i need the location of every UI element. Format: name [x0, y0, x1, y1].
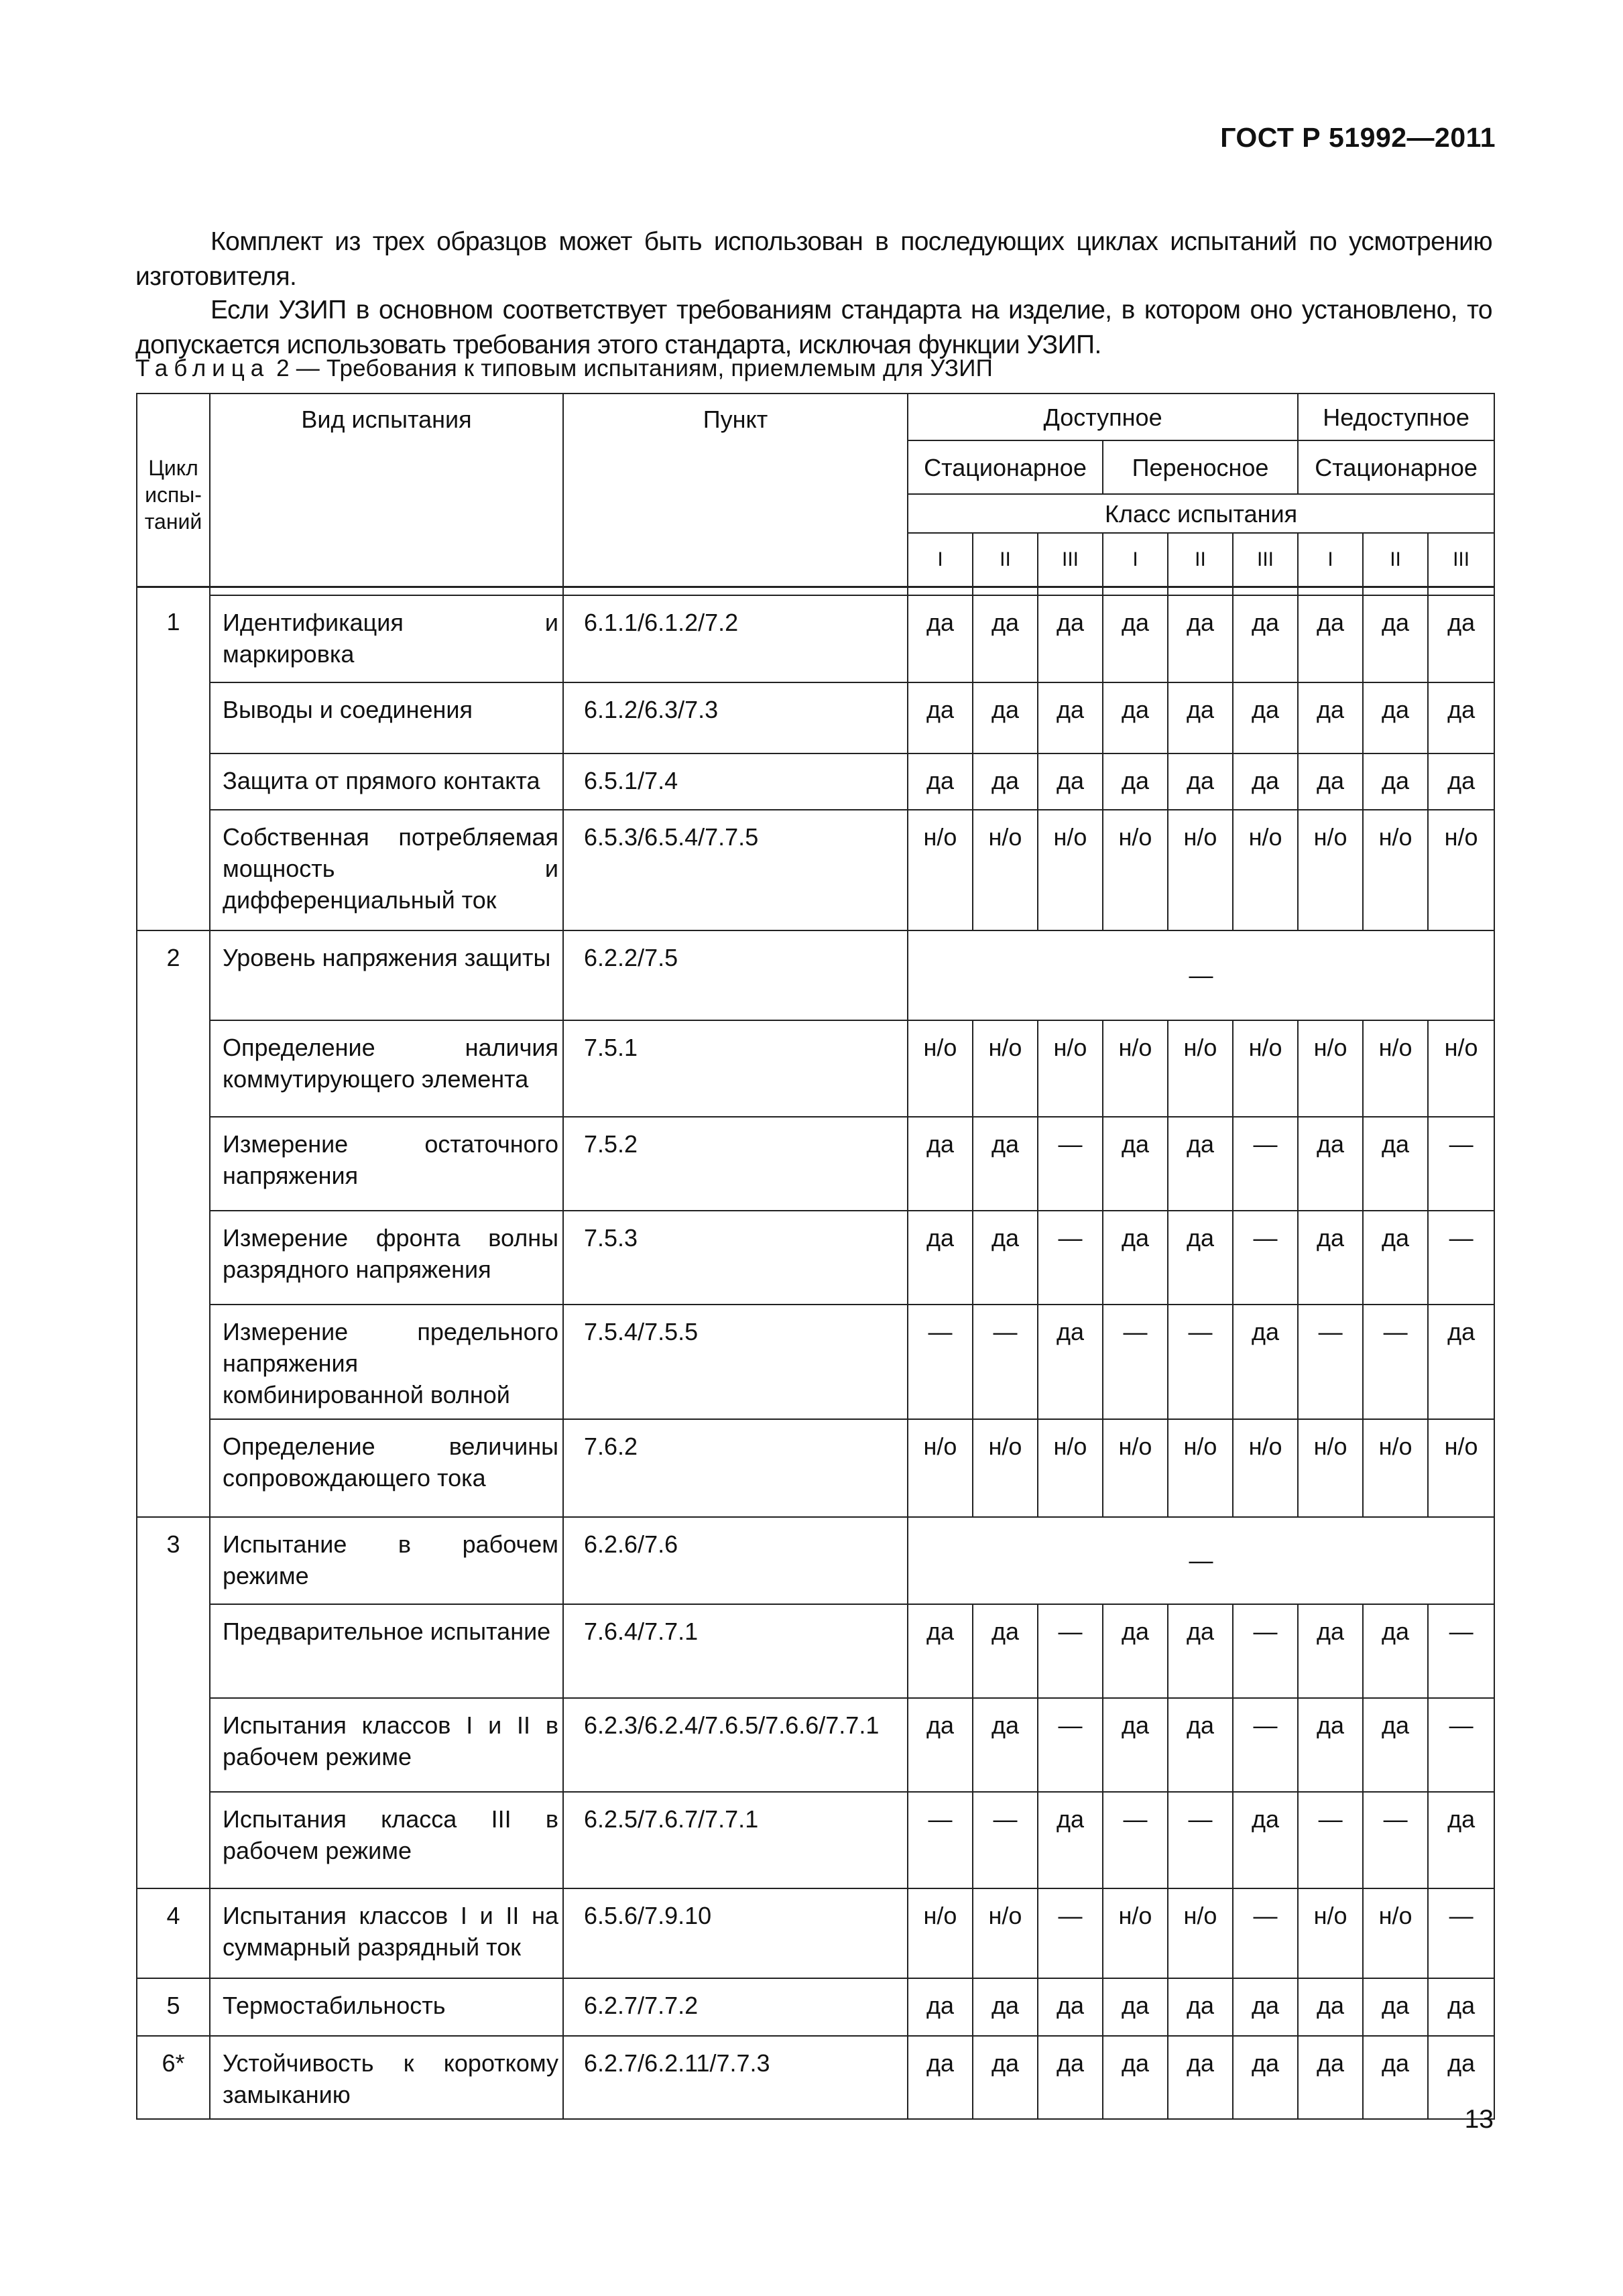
value-cell: да: [1168, 1604, 1233, 1698]
value-cell: да: [973, 682, 1038, 753]
test-name-cell: Уровень напряжения защиты: [210, 930, 563, 1020]
value-cell: —: [1168, 1305, 1233, 1419]
test-name-cell: Испытания класса III в рабочем режиме: [210, 1792, 563, 1888]
value-cell: н/о: [1298, 1888, 1363, 1978]
value-cell: да: [1168, 682, 1233, 753]
table-caption-word: Таблица: [135, 355, 270, 381]
value-cell: —: [973, 1792, 1038, 1888]
standard-code: ГОСТ Р 51992—2011: [1220, 122, 1496, 153]
value-cell: да: [1363, 2036, 1428, 2119]
header-inaccessible-stationary: Стационарное: [1298, 440, 1494, 494]
test-name-cell: Измерение предельного напряжения комбинированной волной: [210, 1305, 563, 1419]
value-cell: да: [1103, 1117, 1168, 1211]
header-class-i: I: [908, 533, 973, 587]
value-cell: —: [1428, 1117, 1494, 1211]
value-cell: да: [1038, 1978, 1103, 2036]
value-cell: да: [908, 1604, 973, 1698]
value-cell: да: [973, 1604, 1038, 1698]
value-cell: н/о: [1363, 1888, 1428, 1978]
test-name-cell: Устойчивость к короткому замыканию: [210, 2036, 563, 2119]
value-cell: да: [1103, 1978, 1168, 2036]
value-cell: да: [1428, 1305, 1494, 1419]
value-cell: да: [973, 1698, 1038, 1792]
value-cell: н/о: [1428, 1419, 1494, 1517]
header-inaccessible: Недоступное: [1298, 394, 1494, 440]
value-cell: да: [1428, 1978, 1494, 2036]
value-cell: да: [1298, 1211, 1363, 1305]
value-cell: да: [1168, 753, 1233, 810]
value-cell: да: [973, 1211, 1038, 1305]
value-cell: да: [973, 2036, 1038, 2119]
value-cell: —: [1038, 1211, 1103, 1305]
value-cell: н/о: [1298, 1020, 1363, 1117]
header-accessible-portable: Переносное: [1103, 440, 1298, 494]
value-cell: да: [1103, 682, 1168, 753]
value-cell: да: [1298, 753, 1363, 810]
value-cell: да: [1038, 682, 1103, 753]
value-cell: да: [973, 753, 1038, 810]
test-name-cell: Термостабильность: [210, 1978, 563, 2036]
value-cell: да: [1233, 682, 1298, 753]
header-accessible-stationary: Стационарное: [908, 440, 1103, 494]
value-cell: —: [1233, 1211, 1298, 1305]
table-row: [137, 1792, 1494, 1888]
value-cell: —: [1038, 1117, 1103, 1211]
value-cell: да: [1363, 753, 1428, 810]
value-cell: да: [973, 1117, 1038, 1211]
value-cell: да: [1168, 1211, 1233, 1305]
table-caption: [135, 355, 993, 382]
clause-cell: 7.5.3: [563, 1211, 908, 1305]
value-cell: н/о: [1103, 810, 1168, 930]
clause-cell: 7.6.2: [563, 1419, 908, 1517]
value-cell: да: [1363, 1978, 1428, 2036]
clause-cell: 6.2.7/6.2.11/7.7.3: [563, 2036, 908, 2119]
test-name-cell: Испытание в рабочем режиме: [210, 1517, 563, 1604]
value-cell: н/о: [973, 1419, 1038, 1517]
table-row: [137, 1117, 1494, 1211]
value-cell: —: [1233, 1117, 1298, 1211]
value-cell: да: [1428, 1792, 1494, 1888]
value-cell: да: [1298, 1698, 1363, 1792]
test-name-cell: Определение величины сопровождающего тока: [210, 1419, 563, 1517]
value-cell: —: [1363, 1305, 1428, 1419]
value-cell: —: [1233, 1888, 1298, 1978]
table-row: [137, 1020, 1494, 1117]
value-cell: да: [1103, 1698, 1168, 1792]
page-number: 13: [1464, 2105, 1494, 2134]
clause-cell: 7.5.1: [563, 1020, 908, 1117]
value-cell: н/о: [1038, 1419, 1103, 1517]
paragraph-2: Если УЗИП в основном соответствует требованиям стандарта на изделие, в котором оно установлено, то допускается использовать требования этого стандарта, исключая функции УЗИП.: [135, 296, 1492, 359]
table-body: [137, 595, 1494, 2119]
value-cell: да: [1103, 595, 1168, 682]
clause-cell: 6.2.7/7.7.2: [563, 1978, 908, 2036]
header-class-ii: II: [1363, 533, 1428, 587]
clause-cell: 6.5.6/7.9.10: [563, 1888, 908, 1978]
clause-cell: 6.5.3/6.5.4/7.7.5: [563, 810, 908, 930]
value-cell: да: [1233, 1305, 1298, 1419]
value-cell: да: [1363, 595, 1428, 682]
value-cell: да: [1038, 2036, 1103, 2119]
value-cell: —: [1298, 1305, 1363, 1419]
value-cell: да: [908, 2036, 973, 2119]
value-cell: да: [908, 682, 973, 753]
value-cell: н/о: [1298, 810, 1363, 930]
paragraph-1: Комплект из трех образцов может быть использован в последующих циклах испытаний по усмотрению изготовителя.: [135, 227, 1492, 291]
table-row: [137, 1305, 1494, 1419]
value-cell: н/о: [1428, 1020, 1494, 1117]
header-class-ii: II: [973, 533, 1038, 587]
value-cell: да: [973, 1978, 1038, 2036]
value-cell: да: [1103, 753, 1168, 810]
value-cell: н/о: [908, 1020, 973, 1117]
value-cell: —: [973, 1305, 1038, 1419]
value-cell: н/о: [973, 1020, 1038, 1117]
clause-cell: 6.1.1/6.1.2/7.2: [563, 595, 908, 682]
requirements-table: [136, 393, 1495, 2120]
table-row: [137, 1888, 1494, 1978]
value-cell: —: [908, 1792, 973, 1888]
test-name-cell: Собственная потребляемая мощность и дифференциальный ток: [210, 810, 563, 930]
cycle-cell: 2: [137, 930, 210, 1517]
table-row: [137, 1517, 1494, 1604]
clause-cell: 7.6.4/7.7.1: [563, 1604, 908, 1698]
value-cell: да: [1363, 1117, 1428, 1211]
value-cell: н/о: [1168, 1020, 1233, 1117]
value-cell: да: [1428, 595, 1494, 682]
table-row: [137, 682, 1494, 753]
test-name-cell: Испытания классов I и II в рабочем режиме: [210, 1698, 563, 1792]
header-class-i: I: [1103, 533, 1168, 587]
clause-cell: 6.2.2/7.5: [563, 930, 908, 1020]
value-cell: н/о: [1233, 1419, 1298, 1517]
table-row: [137, 753, 1494, 810]
value-cell: —: [1428, 1698, 1494, 1792]
value-cell: н/о: [1233, 1020, 1298, 1117]
header-accessible: Доступное: [908, 394, 1298, 440]
header-class-iii: III: [1233, 533, 1298, 587]
header-cycle: Цикл испы-таний: [137, 394, 210, 587]
value-cell: да: [1038, 1792, 1103, 1888]
table-row: [137, 1211, 1494, 1305]
value-cell: да: [1298, 1117, 1363, 1211]
value-cell: н/о: [973, 1888, 1038, 1978]
value-cell: н/о: [1363, 1419, 1428, 1517]
value-cell: н/о: [908, 1888, 973, 1978]
value-cell: н/о: [1103, 1419, 1168, 1517]
clause-cell: 6.2.3/6.2.4/7.6.5/7.6.6/7.7.1: [563, 1698, 908, 1792]
value-cell: —: [1363, 1792, 1428, 1888]
value-cell: н/о: [1038, 810, 1103, 930]
merged-value-cell: —: [908, 930, 1494, 1020]
value-cell: н/о: [1103, 1888, 1168, 1978]
value-cell: н/о: [973, 810, 1038, 930]
value-cell: н/о: [1428, 810, 1494, 930]
test-name-cell: Предварительное испытание: [210, 1604, 563, 1698]
table-row: [137, 1604, 1494, 1698]
value-cell: да: [1298, 682, 1363, 753]
value-cell: да: [1038, 753, 1103, 810]
value-cell: да: [908, 595, 973, 682]
value-cell: да: [1103, 2036, 1168, 2119]
value-cell: да: [1168, 2036, 1233, 2119]
test-name-cell: Защита от прямого контакта: [210, 753, 563, 810]
value-cell: —: [1103, 1792, 1168, 1888]
cycle-cell: 5: [137, 1978, 210, 2036]
value-cell: да: [1363, 1698, 1428, 1792]
value-cell: да: [1363, 1604, 1428, 1698]
value-cell: да: [1428, 682, 1494, 753]
clause-cell: 6.5.1/7.4: [563, 753, 908, 810]
value-cell: да: [1103, 1211, 1168, 1305]
value-cell: да: [1103, 1604, 1168, 1698]
value-cell: да: [1428, 753, 1494, 810]
header-class-ii: II: [1168, 533, 1233, 587]
header-class-i: I: [1298, 533, 1363, 587]
value-cell: да: [1233, 1792, 1298, 1888]
value-cell: да: [1168, 1117, 1233, 1211]
value-cell: н/о: [1363, 810, 1428, 930]
test-name-cell: Идентификация и маркировка: [210, 595, 563, 682]
table-caption-title: 2 — Требования к типовым испытаниям, приемлемым для УЗИП: [276, 355, 993, 381]
header-test-type: Вид испытания: [210, 394, 563, 587]
value-cell: да: [1428, 2036, 1494, 2119]
test-name-cell: Определение наличия коммутирующего элемента: [210, 1020, 563, 1117]
test-name-cell: Измерение фронта волны разрядного напряжения: [210, 1211, 563, 1305]
value-cell: н/о: [908, 810, 973, 930]
value-cell: —: [1038, 1604, 1103, 1698]
value-cell: —: [1428, 1888, 1494, 1978]
header-class-iii: III: [1428, 533, 1494, 587]
value-cell: н/о: [1038, 1020, 1103, 1117]
value-cell: да: [908, 1698, 973, 1792]
value-cell: н/о: [1168, 1419, 1233, 1517]
table-row: [137, 930, 1494, 1020]
value-cell: —: [1038, 1888, 1103, 1978]
table-row: [137, 810, 1494, 930]
cycle-cell: 3: [137, 1517, 210, 1888]
value-cell: н/о: [908, 1419, 973, 1517]
header-clause: Пункт: [563, 394, 908, 587]
value-cell: —: [1428, 1604, 1494, 1698]
value-cell: да: [908, 753, 973, 810]
value-cell: да: [1168, 1698, 1233, 1792]
value-cell: да: [1363, 1211, 1428, 1305]
test-name-cell: Выводы и соединения: [210, 682, 563, 753]
value-cell: да: [1298, 2036, 1363, 2119]
clause-cell: 6.2.6/7.6: [563, 1517, 908, 1604]
value-cell: —: [1038, 1698, 1103, 1792]
table-row: [137, 2036, 1494, 2119]
value-cell: да: [973, 595, 1038, 682]
value-cell: да: [1168, 1978, 1233, 2036]
cycle-cell: 6*: [137, 2036, 210, 2119]
test-name-cell: Испытания классов I и II на суммарный разрядный ток: [210, 1888, 563, 1978]
clause-cell: 6.2.5/7.6.7/7.7.1: [563, 1792, 908, 1888]
value-cell: да: [908, 1117, 973, 1211]
value-cell: да: [1298, 1978, 1363, 2036]
value-cell: —: [1168, 1792, 1233, 1888]
value-cell: —: [1103, 1305, 1168, 1419]
value-cell: н/о: [1298, 1419, 1363, 1517]
value-cell: да: [1233, 753, 1298, 810]
merged-value-cell: —: [908, 1517, 1494, 1604]
value-cell: —: [1233, 1604, 1298, 1698]
table-row: [137, 595, 1494, 682]
value-cell: —: [1428, 1211, 1494, 1305]
value-cell: да: [1168, 595, 1233, 682]
value-cell: —: [1298, 1792, 1363, 1888]
value-cell: да: [1298, 1604, 1363, 1698]
value-cell: да: [1298, 595, 1363, 682]
table-row: [137, 1698, 1494, 1792]
table-row: [137, 1419, 1494, 1517]
value-cell: —: [908, 1305, 973, 1419]
table-row: [137, 1978, 1494, 2036]
value-cell: —: [1233, 1698, 1298, 1792]
cycle-cell: 4: [137, 1888, 210, 1978]
cycle-cell: 1: [137, 595, 210, 930]
clause-cell: 7.5.2: [563, 1117, 908, 1211]
value-cell: да: [1363, 682, 1428, 753]
value-cell: да: [1233, 2036, 1298, 2119]
test-name-cell: Измерение остаточного напряжения: [210, 1117, 563, 1211]
value-cell: да: [1233, 1978, 1298, 2036]
value-cell: н/о: [1168, 1888, 1233, 1978]
value-cell: да: [1038, 595, 1103, 682]
value-cell: н/о: [1168, 810, 1233, 930]
value-cell: да: [1233, 595, 1298, 682]
header-test-class: Класс испытания: [908, 494, 1494, 533]
value-cell: да: [908, 1978, 973, 2036]
value-cell: н/о: [1103, 1020, 1168, 1117]
value-cell: н/о: [1233, 810, 1298, 930]
clause-cell: 7.5.4/7.5.5: [563, 1305, 908, 1419]
value-cell: да: [908, 1211, 973, 1305]
header-class-iii: III: [1038, 533, 1103, 587]
value-cell: н/о: [1363, 1020, 1428, 1117]
clause-cell: 6.1.2/6.3/7.3: [563, 682, 908, 753]
value-cell: да: [1038, 1305, 1103, 1419]
